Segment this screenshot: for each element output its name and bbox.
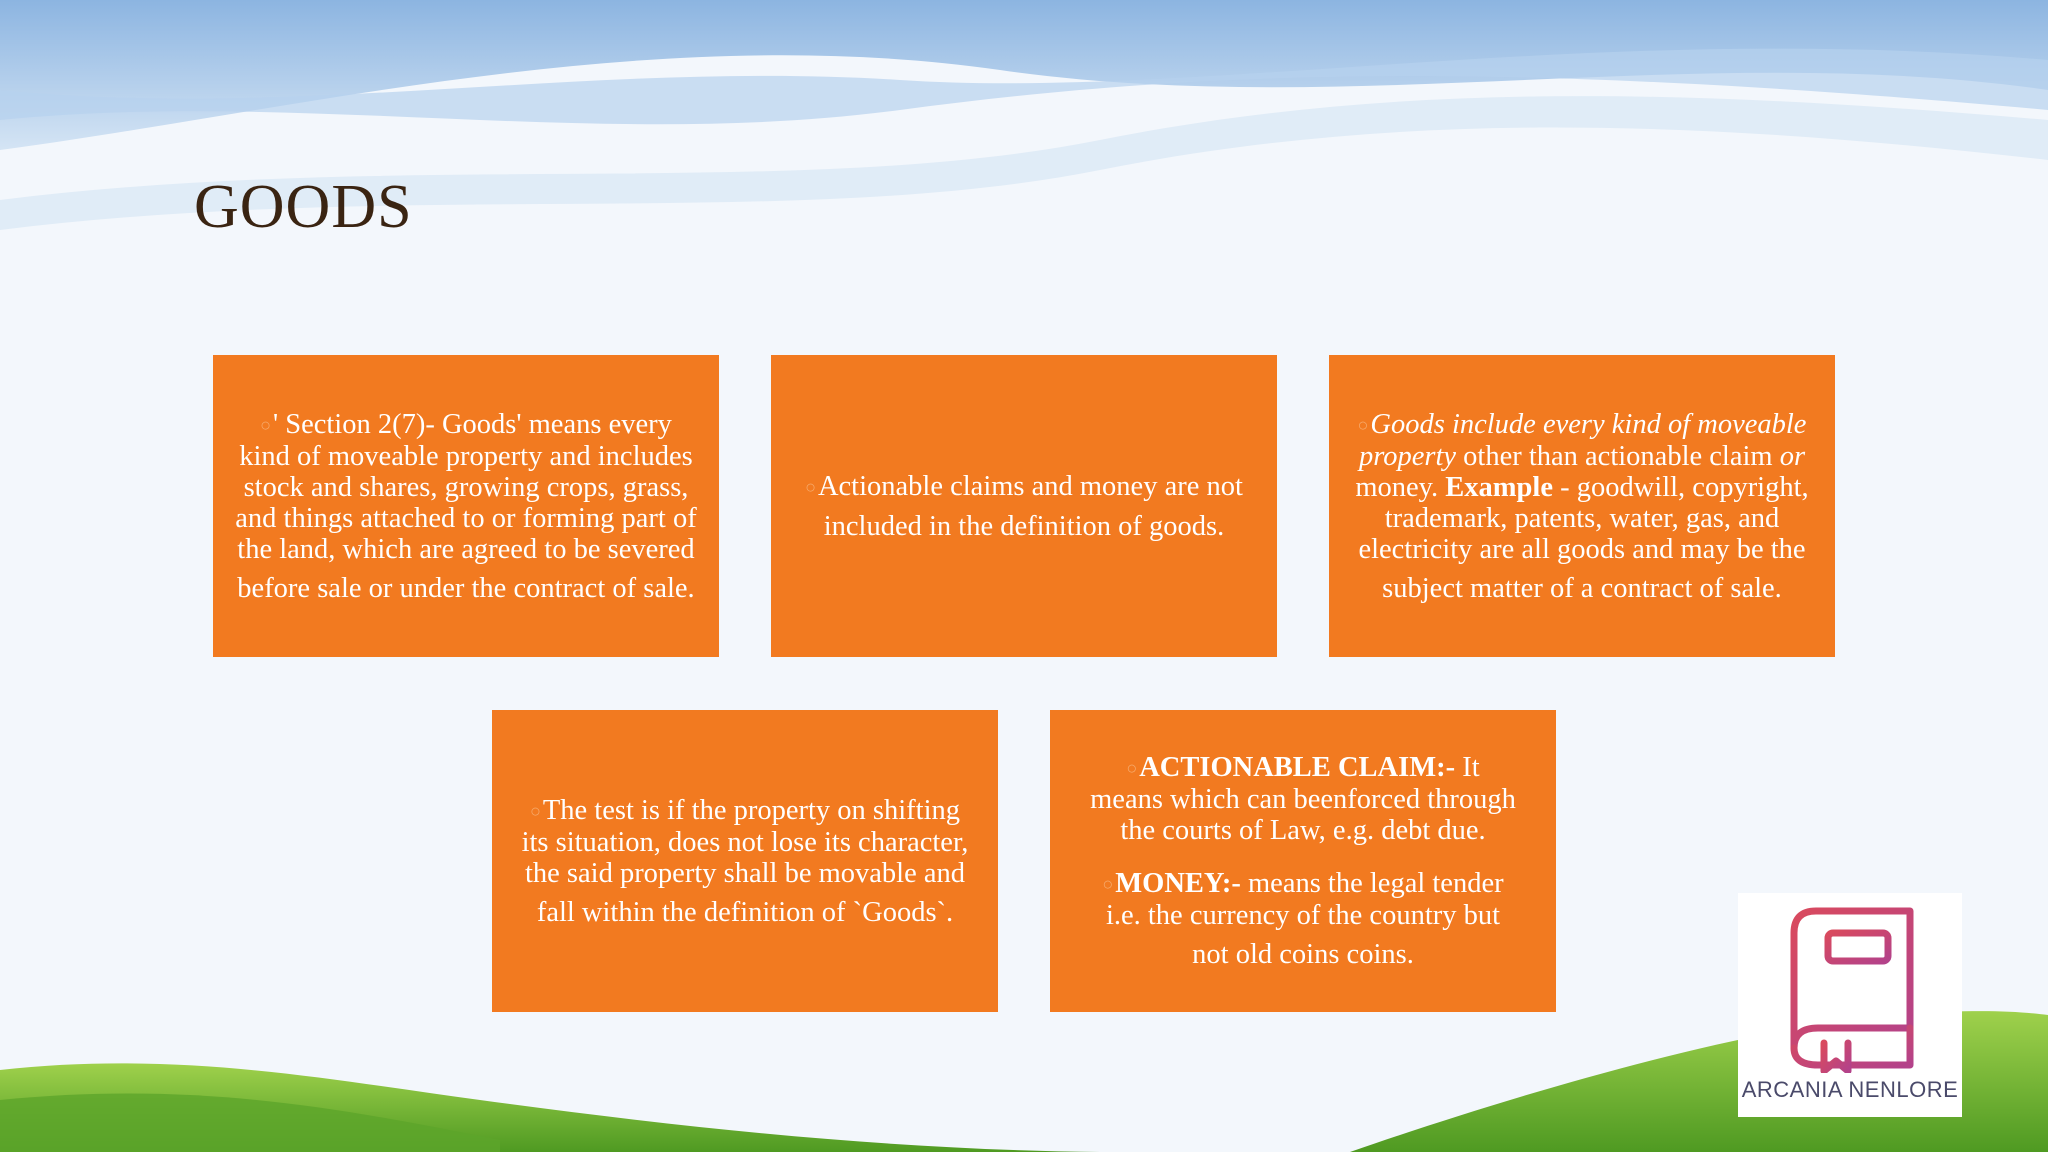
inclusion-text: ○Goods include every kind of moveable property other than actionable claim or money. Example - goodwill, copyright, trademark, patents, water, gas, and electricity are all goods and may be the subject matter of a contract of sale. [1355,408,1809,604]
bullet-icon: ○ [260,414,271,435]
inclusion-box [1329,355,1835,657]
brand-logo [1738,893,1962,1117]
actionable-claim-text: ○ACTIONABLE CLAIM:- It means which can beenforced through the courts of Law, e.g. debt due. [1090,752,1516,846]
definition-text: ○' Section 2(7)- Goods' means every kind of moveable property and includes stock and shares, growing crops, grass, and things attached to or forming part of the land, which are agreed to be severed before sale or under the contract of sale. [235,408,697,604]
money-text: ○MONEY:- means the legal tender i.e. the currency of the country but not old coins coins. [1102,868,1504,970]
claim-money-box [1050,710,1556,1012]
exclusion-text: ○Actionable claims and money are not included in the definition of goods. [805,470,1243,542]
bullet-icon: ○ [1126,758,1138,778]
logo-text: ARCANIA NENLORE [1741,1077,1959,1102]
bullet-icon: ○ [1102,874,1114,894]
definition-box [213,355,719,657]
exclusion-box [771,355,1277,657]
book-icon [1738,893,1962,1073]
bullet-icon: ○ [805,476,816,497]
bullet-icon: ○ [1357,414,1369,435]
bullet-icon: ○ [529,800,541,821]
slide-title: GOODS [194,173,413,241]
test-text: ○The test is if the property on shifting its situation, does not lose its character, the said property shall be movable and fall within the definition of `Goods`. [521,794,969,928]
test-box [492,710,998,1012]
